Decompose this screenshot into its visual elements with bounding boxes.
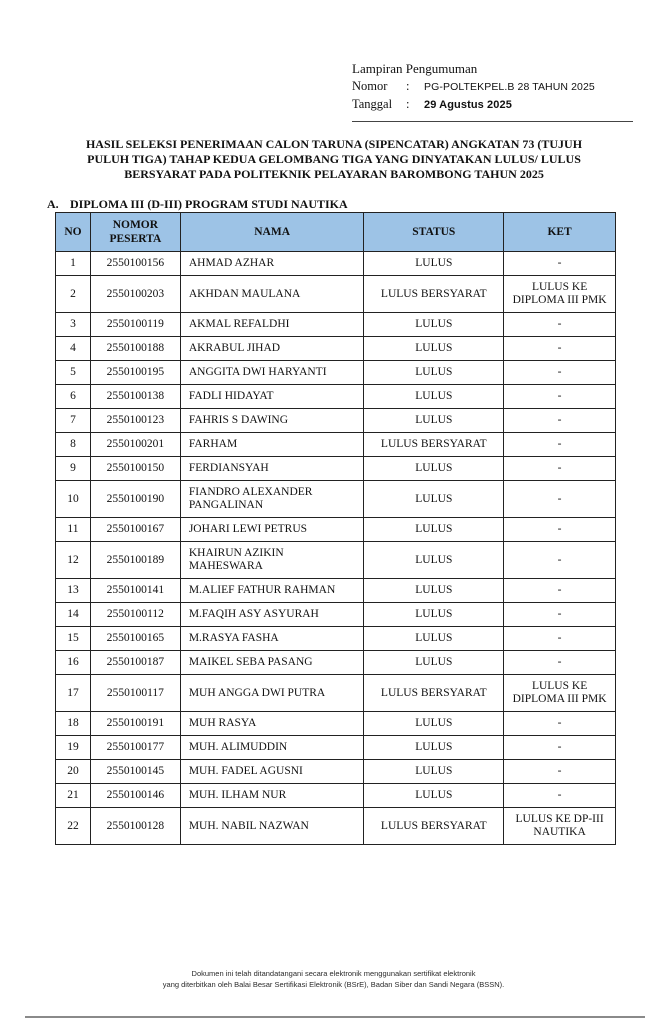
nama-cell: MAIKEL SEBA PASANG bbox=[180, 651, 364, 675]
row-number-cell: 21 bbox=[56, 784, 91, 808]
nama-cell: FIANDRO ALEXANDER PANGALINAN bbox=[180, 481, 364, 518]
row-number-cell: 14 bbox=[56, 603, 91, 627]
tanggal-value: 29 Agustus 2025 bbox=[424, 99, 512, 111]
row-number-cell: 15 bbox=[56, 627, 91, 651]
ket-cell: - bbox=[504, 457, 616, 481]
row-number-cell: 13 bbox=[56, 579, 91, 603]
table-row bbox=[56, 433, 616, 457]
nomor-peserta-cell: 2550100187 bbox=[90, 651, 180, 675]
status-cell: LULUS bbox=[364, 361, 504, 385]
table-row bbox=[56, 603, 616, 627]
status-cell: LULUS bbox=[364, 627, 504, 651]
nama-cell: MUH. ALIMUDDIN bbox=[180, 736, 364, 760]
document-title: HASIL SELEKSI PENERIMAAN CALON TARUNA (SIPENCATAR) ANGKATAN 73 (TUJUH PULUH TIGA) TAHAP KEDUA GELOMBANG TIGA YANG DINYATAKAN LULUS/ LULUS BERSYARAT PADA POLITEKNIK PELAYARAN BAROMBONG TAHUN 2025 bbox=[85, 137, 583, 181]
status-cell: LULUS bbox=[364, 760, 504, 784]
column-header-nomor-peserta: NOMOR PESERTA bbox=[90, 213, 180, 252]
nomor-peserta-cell: 2550100177 bbox=[90, 736, 180, 760]
nomor-peserta-cell: 2550100150 bbox=[90, 457, 180, 481]
row-number-cell: 3 bbox=[56, 313, 91, 337]
ket-cell: - bbox=[504, 579, 616, 603]
table-row bbox=[56, 675, 616, 712]
nama-cell: FARHAM bbox=[180, 433, 364, 457]
nomor-peserta-cell: 2550100112 bbox=[90, 603, 180, 627]
tanggal-field bbox=[352, 96, 633, 114]
ket-cell: - bbox=[504, 736, 616, 760]
lampiran-title: Lampiran Pengumuman bbox=[352, 61, 478, 76]
tanggal-label: Tanggal bbox=[352, 97, 393, 111]
ket-cell: - bbox=[504, 603, 616, 627]
table-row bbox=[56, 409, 616, 433]
status-cell: LULUS bbox=[364, 542, 504, 579]
row-number-cell: 10 bbox=[56, 481, 91, 518]
nomor-peserta-cell: 2550100128 bbox=[90, 808, 180, 845]
page-bottom-edge bbox=[25, 1016, 645, 1018]
status-cell: LULUS bbox=[364, 252, 504, 276]
ket-cell: - bbox=[504, 651, 616, 675]
table-row bbox=[56, 457, 616, 481]
nomor-peserta-cell: 2550100123 bbox=[90, 409, 180, 433]
signature-note-line1: Dokumen ini telah ditandatangani secara elektronik menggunakan sertifikat elektronik bbox=[191, 969, 476, 978]
row-number-cell: 16 bbox=[56, 651, 91, 675]
electronic-signature-note bbox=[0, 969, 667, 990]
table-row bbox=[56, 784, 616, 808]
table-body bbox=[56, 252, 616, 845]
nama-cell: MUH ANGGA DWI PUTRA bbox=[180, 675, 364, 712]
status-cell: LULUS bbox=[364, 313, 504, 337]
row-number-cell: 18 bbox=[56, 712, 91, 736]
nomor-peserta-cell: 2550100141 bbox=[90, 579, 180, 603]
table-row bbox=[56, 627, 616, 651]
table-row bbox=[56, 808, 616, 845]
status-cell: LULUS bbox=[364, 651, 504, 675]
table-row bbox=[56, 252, 616, 276]
table-row bbox=[56, 712, 616, 736]
column-header-row-number: NO bbox=[56, 213, 91, 252]
ket-cell: - bbox=[504, 433, 616, 457]
nama-cell: M.RASYA FASHA bbox=[180, 627, 364, 651]
nama-cell: FERDIANSYAH bbox=[180, 457, 364, 481]
row-number-cell: 20 bbox=[56, 760, 91, 784]
status-cell: LULUS BERSYARAT bbox=[364, 276, 504, 313]
nama-cell: JOHARI LEWI PETRUS bbox=[180, 518, 364, 542]
row-number-cell: 2 bbox=[56, 276, 91, 313]
row-number-cell: 9 bbox=[56, 457, 91, 481]
row-number-cell: 12 bbox=[56, 542, 91, 579]
table-row bbox=[56, 651, 616, 675]
signature-note-line2: yang diterbitkan oleh Balai Besar Sertifikasi Elektronik (BSrE), Badan Siber dan Sandi Negara (BSSN). bbox=[162, 979, 505, 989]
nomor-peserta-cell: 2550100138 bbox=[90, 385, 180, 409]
nama-cell: MUH. NABIL NAZWAN bbox=[180, 808, 364, 845]
nama-cell: M.FAQIH ASY ASYURAH bbox=[180, 603, 364, 627]
table-row bbox=[56, 276, 616, 313]
ket-cell: - bbox=[504, 481, 616, 518]
row-number-cell: 1 bbox=[56, 252, 91, 276]
ket-cell: - bbox=[504, 313, 616, 337]
nama-cell: MUH. ILHAM NUR bbox=[180, 784, 364, 808]
ket-cell: - bbox=[504, 361, 616, 385]
nomor-peserta-cell: 2550100156 bbox=[90, 252, 180, 276]
nomor-label: Nomor bbox=[352, 79, 388, 93]
nomor-peserta-cell: 2550100203 bbox=[90, 276, 180, 313]
table-row bbox=[56, 760, 616, 784]
nomor-peserta-cell: 2550100188 bbox=[90, 337, 180, 361]
table-row bbox=[56, 385, 616, 409]
status-cell: LULUS BERSYARAT bbox=[364, 433, 504, 457]
ket-cell: - bbox=[504, 760, 616, 784]
table-row bbox=[56, 481, 616, 518]
table-row bbox=[56, 542, 616, 579]
nama-cell: MUH RASYA bbox=[180, 712, 364, 736]
status-cell: LULUS bbox=[364, 385, 504, 409]
results-table bbox=[55, 212, 616, 845]
nama-cell: AHMAD AZHAR bbox=[180, 252, 364, 276]
table-row bbox=[56, 337, 616, 361]
nomor-peserta-cell: 2550100190 bbox=[90, 481, 180, 518]
nomor-peserta-cell: 2550100146 bbox=[90, 784, 180, 808]
row-number-cell: 8 bbox=[56, 433, 91, 457]
status-cell: LULUS BERSYARAT bbox=[364, 808, 504, 845]
status-cell: LULUS bbox=[364, 736, 504, 760]
row-number-cell: 5 bbox=[56, 361, 91, 385]
status-cell: LULUS bbox=[364, 518, 504, 542]
status-cell: LULUS bbox=[364, 457, 504, 481]
ket-cell: LULUS KE DIPLOMA III PMK bbox=[504, 675, 616, 712]
ket-cell: LULUS KE DP-III NAUTIKA bbox=[504, 808, 616, 845]
status-cell: LULUS bbox=[364, 481, 504, 518]
nomor-peserta-cell: 2550100165 bbox=[90, 627, 180, 651]
nomor-peserta-cell: 2550100189 bbox=[90, 542, 180, 579]
nomor-peserta-cell: 2550100117 bbox=[90, 675, 180, 712]
ket-cell: - bbox=[504, 337, 616, 361]
ket-cell: - bbox=[504, 252, 616, 276]
ket-cell: - bbox=[504, 712, 616, 736]
table-row bbox=[56, 736, 616, 760]
nomor-peserta-cell: 2550100119 bbox=[90, 313, 180, 337]
column-header-ket: KET bbox=[504, 213, 616, 252]
ket-cell: - bbox=[504, 627, 616, 651]
table-row bbox=[56, 579, 616, 603]
nomor-peserta-cell: 2550100145 bbox=[90, 760, 180, 784]
row-number-cell: 6 bbox=[56, 385, 91, 409]
nomor-peserta-cell: 2550100167 bbox=[90, 518, 180, 542]
nama-cell: AKRABUL JIHAD bbox=[180, 337, 364, 361]
nomor-field bbox=[352, 78, 633, 96]
nomor-peserta-cell: 2550100195 bbox=[90, 361, 180, 385]
nama-cell: FAHRIS S DAWING bbox=[180, 409, 364, 433]
status-cell: LULUS bbox=[364, 712, 504, 736]
row-number-cell: 4 bbox=[56, 337, 91, 361]
nama-cell: AKMAL REFALDHI bbox=[180, 313, 364, 337]
ket-cell: - bbox=[504, 542, 616, 579]
ket-cell: LULUS KE DIPLOMA III PMK bbox=[504, 276, 616, 313]
status-cell: LULUS bbox=[364, 409, 504, 433]
section-letter: A. bbox=[47, 197, 59, 211]
nomor-value: PG-POLTEKPEL.B 28 TAHUN 2025 bbox=[424, 81, 595, 93]
ket-cell: - bbox=[504, 385, 616, 409]
letter-header bbox=[352, 60, 633, 122]
column-header-status: STATUS bbox=[364, 213, 504, 252]
status-cell: LULUS BERSYARAT bbox=[364, 675, 504, 712]
status-cell: LULUS bbox=[364, 603, 504, 627]
nama-cell: KHAIRUN AZIKIN MAHESWARA bbox=[180, 542, 364, 579]
row-number-cell: 11 bbox=[56, 518, 91, 542]
ket-cell: - bbox=[504, 784, 616, 808]
ket-cell: - bbox=[504, 409, 616, 433]
nama-cell: M.ALIEF FATHUR RAHMAN bbox=[180, 579, 364, 603]
row-number-cell: 17 bbox=[56, 675, 91, 712]
table-header-row bbox=[56, 213, 616, 252]
section-title: DIPLOMA III (D-III) PROGRAM STUDI NAUTIKA bbox=[70, 197, 348, 211]
nama-cell: ANGGITA DWI HARYANTI bbox=[180, 361, 364, 385]
ket-cell: - bbox=[504, 518, 616, 542]
row-number-cell: 7 bbox=[56, 409, 91, 433]
nama-cell: FADLI HIDAYAT bbox=[180, 385, 364, 409]
status-cell: LULUS bbox=[364, 784, 504, 808]
table-row bbox=[56, 361, 616, 385]
nama-cell: AKHDAN MAULANA bbox=[180, 276, 364, 313]
nomor-peserta-cell: 2550100201 bbox=[90, 433, 180, 457]
nomor-peserta-cell: 2550100191 bbox=[90, 712, 180, 736]
nama-cell: MUH. FADEL AGUSNI bbox=[180, 760, 364, 784]
table-row bbox=[56, 313, 616, 337]
table-row bbox=[56, 518, 616, 542]
status-cell: LULUS bbox=[364, 579, 504, 603]
status-cell: LULUS bbox=[364, 337, 504, 361]
tanggal-separator: : bbox=[406, 97, 410, 111]
section-heading bbox=[47, 197, 348, 212]
column-header-nama: NAMA bbox=[180, 213, 364, 252]
row-number-cell: 19 bbox=[56, 736, 91, 760]
nomor-separator: : bbox=[406, 79, 410, 93]
row-number-cell: 22 bbox=[56, 808, 91, 845]
